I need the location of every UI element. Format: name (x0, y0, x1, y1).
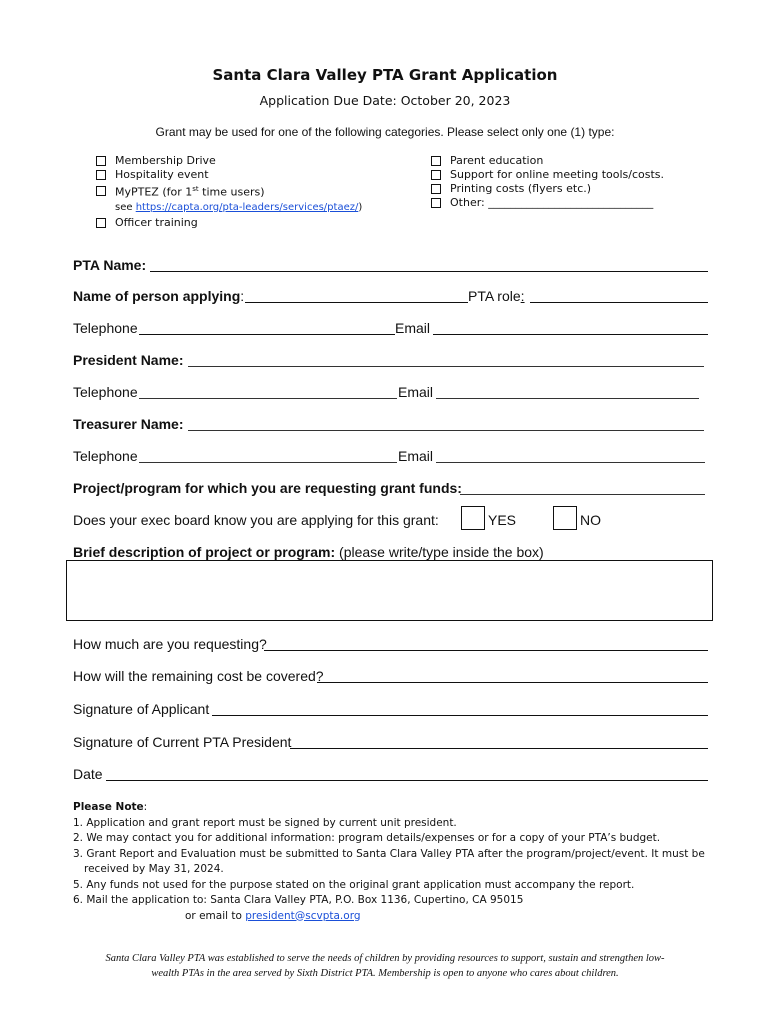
checkbox-icon[interactable] (431, 170, 441, 180)
applicant-telephone-label: Telephone (73, 320, 138, 336)
pta-role-field[interactable] (530, 302, 708, 303)
yes-checkbox[interactable] (461, 506, 485, 530)
project-program-field[interactable] (460, 494, 705, 495)
checkbox-icon[interactable] (431, 156, 441, 166)
footer-line: Santa Clara Valley PTA was established to serve the needs of children by providing resources to support, sustain and strengthen low- (105, 953, 665, 964)
yes-label: YES (488, 512, 517, 528)
treasurer-telephone-label: Telephone (73, 448, 138, 464)
no-checkbox[interactable] (553, 506, 577, 530)
treasurer-email-label: Email (398, 448, 434, 464)
pta-name-field[interactable] (150, 271, 708, 272)
person-applying-label: Name of person applying: (73, 288, 245, 304)
category-membership-drive[interactable]: Membership Drive (96, 154, 362, 168)
date-label: Date (73, 766, 103, 782)
president-telephone-label: Telephone (73, 384, 138, 400)
remaining-cost-field[interactable] (317, 682, 708, 683)
president-telephone-field[interactable] (139, 398, 397, 399)
president-name-label: President Name: (73, 352, 184, 368)
person-applying-field[interactable] (245, 302, 468, 303)
checkbox-icon[interactable] (431, 198, 441, 208)
treasurer-name-field[interactable] (188, 430, 704, 431)
note-item: received by May 31, 2024. (84, 863, 224, 875)
president-email-field[interactable] (436, 398, 699, 399)
category-list-left (96, 154, 362, 230)
project-program-label: Project/program for which you are requesting grant funds: (73, 480, 462, 496)
email-link[interactable]: president@scvpta.org (245, 909, 361, 922)
category-officer-training[interactable]: Officer training (96, 216, 362, 230)
category-hospitality-event[interactable]: Hospitality event (96, 168, 362, 182)
category-instructions: Grant may be used for one of the following categories. Please select only one (1) type: (155, 125, 615, 139)
applicant-email-label: Email (395, 320, 431, 336)
checkbox-icon[interactable] (96, 186, 106, 196)
applicant-telephone-field[interactable] (139, 334, 395, 335)
note-item: 2. We may contact you for additional information: program details/expenses or for a copy of your PTA’s budget. (73, 832, 661, 844)
no-label: NO (580, 512, 601, 528)
note-item: 6. Mail the application to: Santa Clara Valley PTA, P.O. Box 1136, Cupertino, CA 95015 (73, 894, 524, 906)
remaining-cost-label: How will the remaining cost be covered? (73, 668, 324, 684)
description-textbox[interactable] (66, 560, 713, 621)
notes-section (73, 800, 713, 924)
category-other[interactable]: Other: ______________________________ (431, 196, 664, 210)
due-date: Application Due Date: October 20, 2023 (259, 93, 511, 108)
president-signature-label: Signature of Current PTA President (73, 734, 292, 750)
checkbox-icon[interactable] (96, 218, 106, 228)
president-signature-field[interactable] (290, 748, 708, 749)
note-item: 1. Application and grant report must be signed by current unit president. (73, 816, 457, 829)
president-email-label: Email (398, 384, 434, 400)
notes-heading: Please Note: (73, 801, 148, 813)
applicant-signature-label: Signature of Applicant (73, 701, 210, 717)
myptez-link[interactable]: https://capta.org/pta-leaders/services/ptaez/ (135, 201, 359, 213)
applicant-email-field[interactable] (433, 334, 708, 335)
pta-name-label: PTA Name: (73, 257, 147, 273)
treasurer-telephone-field[interactable] (139, 462, 397, 463)
category-list-right (431, 154, 664, 210)
how-much-label: How much are you requesting? (73, 636, 267, 652)
category-online-meeting-tools[interactable]: Support for online meeting tools/costs. (431, 168, 664, 182)
president-name-field[interactable] (188, 366, 704, 367)
note-item: 5. Any funds not used for the purpose stated on the original grant application must accompany the report. (73, 878, 635, 891)
pta-role-label: PTA role: (468, 288, 525, 304)
category-parent-education[interactable]: Parent education (431, 154, 664, 168)
checkbox-icon[interactable] (96, 156, 106, 166)
category-printing-costs[interactable]: Printing costs (flyers etc.) (431, 182, 664, 196)
brief-description-label: Brief description of project or program: (please write/type inside the box) (73, 544, 544, 560)
how-much-field[interactable] (264, 650, 708, 651)
page-title: Santa Clara Valley PTA Grant Application (212, 66, 558, 84)
treasurer-email-field[interactable] (436, 462, 705, 463)
myptez-note: see https://capta.org/pta-leaders/services/ptaez/) (115, 201, 363, 213)
category-myptez[interactable]: MyPTEZ (for 1st time users) (96, 182, 362, 200)
exec-board-question: Does your exec board know you are applying for this grant: (73, 512, 439, 528)
applicant-signature-field[interactable] (212, 715, 708, 716)
email-line: or email to president@scvpta.org (185, 909, 361, 922)
checkbox-icon[interactable] (96, 170, 106, 180)
note-item: 3. Grant Report and Evaluation must be submitted to Santa Clara Valley PTA after the program/project/event. It must be (73, 847, 705, 860)
date-field[interactable] (106, 780, 708, 781)
footer-mission (60, 951, 710, 981)
footer-line: wealth PTAs in the area served by Sixth District PTA. Membership is open to anyone who cares about children. (151, 968, 619, 979)
treasurer-name-label: Treasurer Name: (73, 416, 184, 432)
checkbox-icon[interactable] (431, 184, 441, 194)
